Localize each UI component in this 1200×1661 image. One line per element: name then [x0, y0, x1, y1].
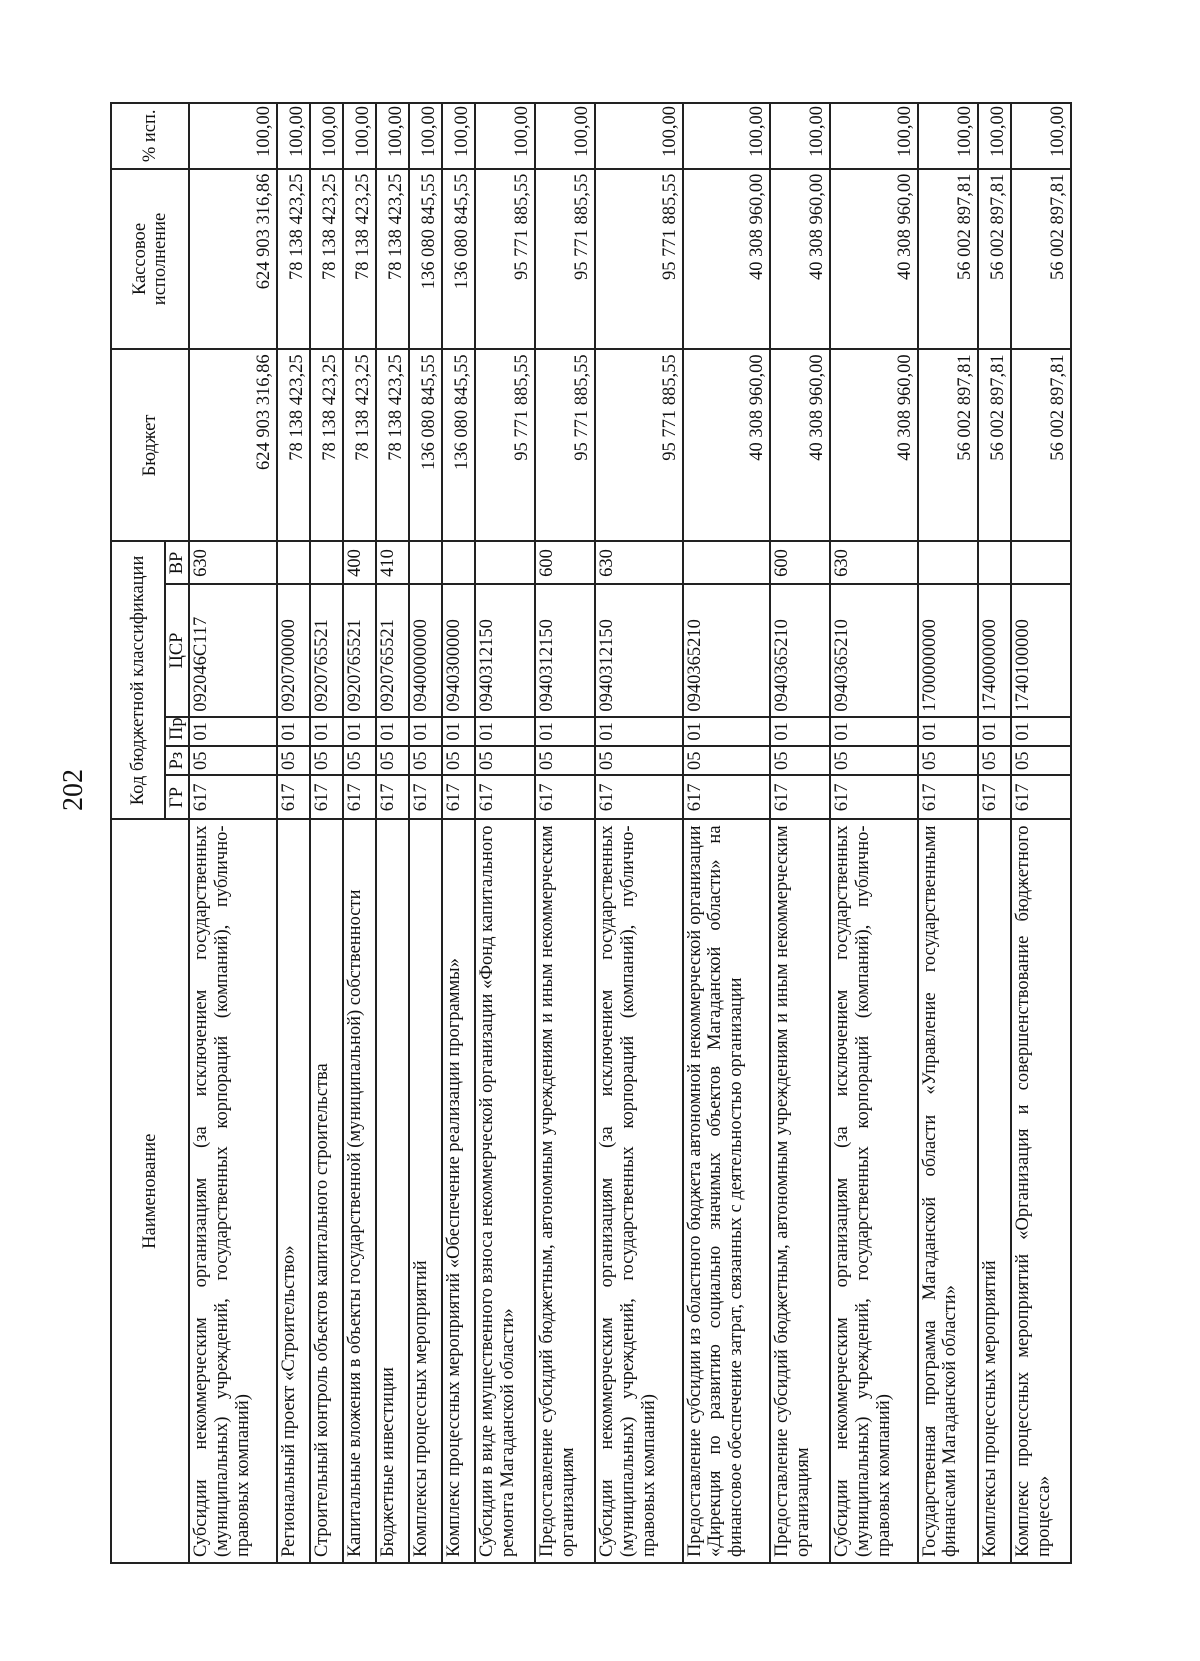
row-name: Субсидии в виде имущественного взноса некоммерческой организации «Фонд капитального ремонта Магаданской области» — [475, 819, 535, 1563]
row-vr: 600 — [535, 541, 595, 584]
rotated-table-wrapper — [110, 102, 1072, 1564]
row-rz: 05 — [830, 746, 917, 775]
row-cash: 78 138 423,25 — [376, 169, 409, 350]
table-row — [442, 103, 475, 1563]
row-vr — [475, 541, 535, 584]
table-row — [595, 103, 682, 1563]
row-vr: 600 — [770, 541, 830, 584]
row-budget: 78 138 423,25 — [310, 349, 343, 541]
row-pr: 01 — [343, 717, 376, 746]
row-name: Предоставление субсидий бюджетным, автономным учреждениям и иным некоммерческим организациям — [770, 819, 830, 1563]
row-pct: 100,00 — [535, 103, 595, 169]
row-name: Предоставление субсидий бюджетным, автономным учреждениям и иным некоммерческим организациям — [535, 819, 595, 1563]
row-vr — [442, 541, 475, 584]
row-cash: 78 138 423,25 — [277, 169, 310, 350]
row-csr: 0920765521 — [343, 584, 376, 716]
row-cash: 95 771 885,55 — [595, 169, 682, 350]
row-name: Капитальные вложения в объекты государственной (муниципальной) собственности — [343, 819, 376, 1563]
row-pr: 01 — [442, 717, 475, 746]
row-name: Комплекс процессных мероприятий «Организация и совершенствование бюджетного процесса» — [1011, 819, 1071, 1563]
row-pct: 100,00 — [683, 103, 770, 169]
row-vr — [409, 541, 442, 584]
table-row — [475, 103, 535, 1563]
row-vr — [277, 541, 310, 584]
row-csr: 092046С117 — [189, 584, 276, 716]
row-rz: 05 — [409, 746, 442, 775]
budget-table — [110, 102, 1072, 1564]
row-rz: 05 — [535, 746, 595, 775]
row-vr: 630 — [595, 541, 682, 584]
row-pct: 100,00 — [475, 103, 535, 169]
row-pr: 01 — [1011, 717, 1071, 746]
row-pr: 01 — [189, 717, 276, 746]
row-budget: 56 002 897,81 — [918, 349, 978, 541]
row-pr: 01 — [595, 717, 682, 746]
row-gr: 617 — [918, 775, 978, 819]
row-rz: 05 — [918, 746, 978, 775]
table-row — [189, 103, 276, 1563]
row-csr: 0940365210 — [683, 584, 770, 716]
row-rz: 05 — [343, 746, 376, 775]
row-cash: 95 771 885,55 — [535, 169, 595, 350]
row-budget: 95 771 885,55 — [595, 349, 682, 541]
row-gr: 617 — [409, 775, 442, 819]
row-rz: 05 — [770, 746, 830, 775]
row-csr: 0940312150 — [535, 584, 595, 716]
row-pr: 01 — [376, 717, 409, 746]
row-gr: 617 — [376, 775, 409, 819]
row-cash: 56 002 897,81 — [918, 169, 978, 350]
row-budget: 95 771 885,55 — [475, 349, 535, 541]
header-budget: Бюджет — [111, 349, 189, 541]
row-cash: 136 080 845,55 — [409, 169, 442, 350]
row-gr: 617 — [595, 775, 682, 819]
row-pr: 01 — [535, 717, 595, 746]
row-cash: 624 903 316,86 — [189, 169, 276, 350]
row-pr: 01 — [978, 717, 1011, 746]
row-cash: 56 002 897,81 — [978, 169, 1011, 350]
header-pct: % исп. — [111, 103, 189, 169]
row-pct: 100,00 — [343, 103, 376, 169]
table-row — [918, 103, 978, 1563]
page-number: 202 — [58, 769, 89, 811]
row-csr: 0940300000 — [442, 584, 475, 716]
row-rz: 05 — [683, 746, 770, 775]
header-vr: ВР — [165, 541, 189, 584]
row-name: Региональный проект «Строительство» — [277, 819, 310, 1563]
row-vr — [918, 541, 978, 584]
row-gr: 617 — [277, 775, 310, 819]
row-gr: 617 — [770, 775, 830, 819]
row-budget: 78 138 423,25 — [277, 349, 310, 541]
header-gr: ГР — [165, 775, 189, 819]
row-budget: 78 138 423,25 — [343, 349, 376, 541]
row-vr: 630 — [830, 541, 917, 584]
row-csr: 0920765521 — [376, 584, 409, 716]
row-pr: 01 — [683, 717, 770, 746]
row-pct: 100,00 — [1011, 103, 1071, 169]
row-gr: 617 — [535, 775, 595, 819]
row-budget: 40 308 960,00 — [683, 349, 770, 541]
header-csr: ЦСР — [165, 584, 189, 716]
row-rz: 05 — [595, 746, 682, 775]
row-rz: 05 — [277, 746, 310, 775]
row-name: Субсидии некоммерческим организациям (за исключением государственных (муниципальных) учреждений, государственных корпораций (компаний), публично-правовых компаний) — [830, 819, 917, 1563]
row-cash: 40 308 960,00 — [770, 169, 830, 350]
row-name: Государственная программа Магаданской области «Управление государственными финансами Магаданской области» — [918, 819, 978, 1563]
table-row — [978, 103, 1011, 1563]
row-budget: 95 771 885,55 — [535, 349, 595, 541]
row-cash: 78 138 423,25 — [310, 169, 343, 350]
row-vr: 410 — [376, 541, 409, 584]
row-name: Комплексы процессных мероприятий — [409, 819, 442, 1563]
row-gr: 617 — [830, 775, 917, 819]
table-row — [770, 103, 830, 1563]
header-name: Наименование — [111, 819, 189, 1563]
row-csr: 0920765521 — [310, 584, 343, 716]
row-pct: 100,00 — [376, 103, 409, 169]
row-pct: 100,00 — [830, 103, 917, 169]
row-pct: 100,00 — [770, 103, 830, 169]
row-csr: 1740000000 — [978, 584, 1011, 716]
row-csr: 0940365210 — [830, 584, 917, 716]
header-pr: Пр — [165, 717, 189, 746]
row-gr: 617 — [442, 775, 475, 819]
row-budget: 136 080 845,55 — [442, 349, 475, 541]
row-rz: 05 — [978, 746, 1011, 775]
row-budget: 78 138 423,25 — [376, 349, 409, 541]
row-budget: 624 903 316,86 — [189, 349, 276, 541]
table-row — [535, 103, 595, 1563]
row-csr: 0920700000 — [277, 584, 310, 716]
row-rz: 05 — [1011, 746, 1071, 775]
row-name: Комплексы процессных мероприятий — [978, 819, 1011, 1563]
header-rz: Рз — [165, 746, 189, 775]
table-row — [830, 103, 917, 1563]
row-cash: 40 308 960,00 — [830, 169, 917, 350]
row-vr — [310, 541, 343, 584]
row-budget: 56 002 897,81 — [978, 349, 1011, 541]
header-code-group: Код бюджетной классификации — [111, 541, 165, 819]
row-name: Строительный контроль объектов капитального строительства — [310, 819, 343, 1563]
row-csr: 1700000000 — [918, 584, 978, 716]
row-name: Предоставление субсидии из областного бюджета автономной некоммерческой организации «Дирекция по развитию социально значимых объектов Магаданской области» на финансовое обеспечение затрат, связанных с деятельностью организации — [683, 819, 770, 1563]
row-pct: 100,00 — [310, 103, 343, 169]
row-vr: 630 — [189, 541, 276, 584]
row-budget: 40 308 960,00 — [830, 349, 917, 541]
row-budget: 136 080 845,55 — [409, 349, 442, 541]
row-pr: 01 — [830, 717, 917, 746]
row-budget: 40 308 960,00 — [770, 349, 830, 541]
row-pct: 100,00 — [595, 103, 682, 169]
row-gr: 617 — [343, 775, 376, 819]
row-cash: 78 138 423,25 — [343, 169, 376, 350]
row-pr: 01 — [918, 717, 978, 746]
table-row — [277, 103, 310, 1563]
row-csr: 0940365210 — [770, 584, 830, 716]
row-pct: 100,00 — [189, 103, 276, 169]
row-rz: 05 — [189, 746, 276, 775]
row-rz: 05 — [475, 746, 535, 775]
row-csr: 0940000000 — [409, 584, 442, 716]
row-budget: 56 002 897,81 — [1011, 349, 1071, 541]
row-pct: 100,00 — [409, 103, 442, 169]
row-vr — [1011, 541, 1071, 584]
table-row — [1011, 103, 1071, 1563]
row-pr: 01 — [770, 717, 830, 746]
row-gr: 617 — [189, 775, 276, 819]
row-vr — [978, 541, 1011, 584]
row-pct: 100,00 — [442, 103, 475, 169]
row-pr: 01 — [475, 717, 535, 746]
table-row — [683, 103, 770, 1563]
row-csr: 1740100000 — [1011, 584, 1071, 716]
row-csr: 0940312150 — [595, 584, 682, 716]
row-cash: 56 002 897,81 — [1011, 169, 1071, 350]
row-gr: 617 — [310, 775, 343, 819]
table-header — [111, 103, 189, 1563]
row-pct: 100,00 — [277, 103, 310, 169]
table-body — [189, 103, 1071, 1563]
row-gr: 617 — [978, 775, 1011, 819]
table-row — [376, 103, 409, 1563]
row-pr: 01 — [277, 717, 310, 746]
row-rz: 05 — [376, 746, 409, 775]
table-row — [409, 103, 442, 1563]
row-pct: 100,00 — [978, 103, 1011, 169]
row-gr: 617 — [475, 775, 535, 819]
row-pr: 01 — [310, 717, 343, 746]
row-name: Комплекс процессных мероприятий «Обеспечение реализации программы» — [442, 819, 475, 1563]
row-pr: 01 — [409, 717, 442, 746]
table-row — [343, 103, 376, 1563]
table-row — [310, 103, 343, 1563]
row-cash: 40 308 960,00 — [683, 169, 770, 350]
row-name: Бюджетные инвестиции — [376, 819, 409, 1563]
row-gr: 617 — [683, 775, 770, 819]
row-vr: 400 — [343, 541, 376, 584]
row-cash: 136 080 845,55 — [442, 169, 475, 350]
row-name: Субсидии некоммерческим организациям (за исключением государственных (муниципальных) учреждений, государственных корпораций (компаний), публично-правовых компаний) — [595, 819, 682, 1563]
header-cash: Кассовое исполнение — [111, 169, 189, 350]
row-rz: 05 — [310, 746, 343, 775]
row-name: Субсидии некоммерческим организациям (за исключением государственных (муниципальных) учреждений, государственных корпораций (компаний), публично-правовых компаний) — [189, 819, 276, 1563]
row-vr — [683, 541, 770, 584]
row-csr: 0940312150 — [475, 584, 535, 716]
row-pct: 100,00 — [918, 103, 978, 169]
row-gr: 617 — [1011, 775, 1071, 819]
row-rz: 05 — [442, 746, 475, 775]
row-cash: 95 771 885,55 — [475, 169, 535, 350]
